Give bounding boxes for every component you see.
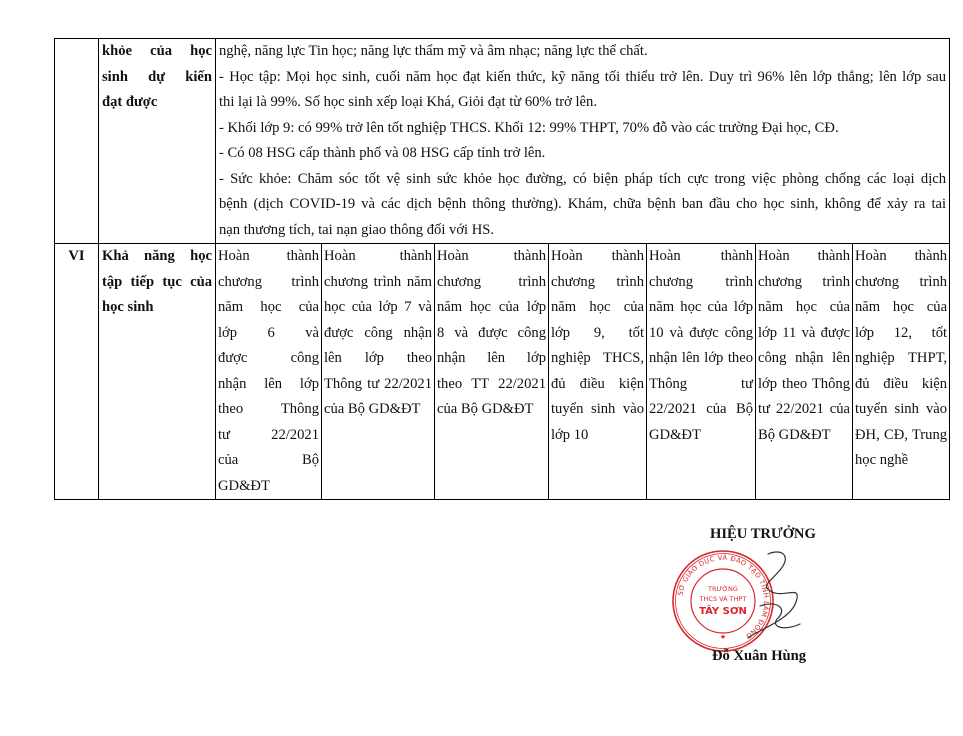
cell-line: GD&ĐT <box>649 426 701 443</box>
cell-line: chương trình <box>855 273 948 290</box>
content-line: - Học tập: Mọi học sinh, cuối năm học đạt kiến thức, kỹ năng tối thiểu trở lên. Duy trì 96% lên lớp thẳng; lên lớp sau <box>219 68 947 85</box>
grade-12-cell <box>853 244 950 500</box>
cell-line: Hoàn thành <box>324 248 432 264</box>
cell-line: Hoàn thành <box>855 248 948 264</box>
cell-line: công nhận lên <box>758 350 850 366</box>
cell-line: đủ điều kiện <box>551 375 644 392</box>
row-vi <box>55 244 950 500</box>
content-line: - Có 08 HSG cấp thành phố và 08 HSG cấp tỉnh trở lên. <box>219 145 546 161</box>
row-vi-index: VI <box>55 244 99 500</box>
cell-line: được công nhận <box>324 324 432 341</box>
cell-line: lớp 10 <box>551 426 589 443</box>
cell-line: Hoàn thành <box>758 248 850 264</box>
cell-line: ĐH, CĐ, Trung <box>855 426 948 443</box>
content-line: nạn thương tích, tai nạn giao thông đối với HS. <box>219 221 495 238</box>
cell-line: chương trình <box>551 273 644 290</box>
cell-line: theo TT 22/2021 <box>437 375 546 392</box>
label-line: khỏe của học <box>102 43 212 59</box>
cell-line: Thông tư 22/2021 <box>324 375 432 392</box>
grade-6-cell <box>216 244 322 500</box>
cell-line: của Bộ GD&ĐT <box>324 401 421 417</box>
row-health-content <box>216 39 950 244</box>
svg-text:TRƯỜNG: TRƯỜNG <box>708 585 738 593</box>
plan-table <box>54 38 950 500</box>
svg-text:THCS VÀ THPT: THCS VÀ THPT <box>699 595 747 603</box>
cell-line: Hoàn thành <box>437 248 546 264</box>
cell-line: nhận lên lớp theo <box>649 350 753 366</box>
cell-line: lớp 6 và <box>218 324 319 341</box>
svg-text:SỞ GIÁO DỤC VÀ ĐÀO TẠO TỈNH LÂ: SỞ GIÁO DỤC VÀ ĐÀO TẠO TỈNH LÂM ĐỒNG <box>676 553 771 641</box>
cell-line: tư 22/2021 <box>218 426 319 443</box>
cell-line: chương trình năm <box>324 273 432 290</box>
principal-name: Đỗ Xuân Hùng <box>712 648 807 664</box>
cell-line: học của lớp 7 và <box>324 299 432 315</box>
label-line: Khả năng học <box>102 248 212 264</box>
cell-line: 22/2021 của Bộ <box>649 401 753 417</box>
handwritten-signature-icon <box>730 546 820 646</box>
row-vi-label <box>99 244 216 500</box>
cell-line: nhận lên lớp <box>218 375 319 392</box>
cell-line: Hoàn thành <box>551 248 644 264</box>
cell-line: Bộ GD&ĐT <box>758 426 831 443</box>
cell-line: lớp 12, tốt <box>855 324 948 341</box>
content-line: nghệ, năng lực Tin học; năng lực thẩm mỹ và âm nhạc; năng lực thể chất. <box>219 43 648 59</box>
cell-line: của Bộ <box>218 452 319 468</box>
cell-line: chương trình <box>649 273 753 290</box>
cell-line: 10 và được công <box>649 324 753 341</box>
label-line: tập tiếp tục của <box>102 273 212 290</box>
cell-line: tuyển sinh vào <box>855 401 948 417</box>
content-line: bệnh (dịch COVID-19 và các dịch bệnh thông thường). Khám, chữa bệnh ban đầu cho học sinh, không để xảy ra tai <box>219 196 947 212</box>
cell-line: Hoàn thành <box>649 248 753 264</box>
cell-line: theo Thông <box>218 401 319 417</box>
cell-line: đủ điều kiện <box>855 375 948 392</box>
cell-line: chương trình <box>437 273 546 290</box>
cell-line: nghiệp THCS, <box>551 350 644 366</box>
row-health <box>55 39 950 244</box>
content-line: thi lại là 99%. Số học sinh xếp loại Khá, Giỏi đạt từ 60% trở lên. <box>219 94 597 110</box>
cell-line: Thông tư <box>649 375 753 392</box>
cell-line: tuyển sinh vào <box>551 401 644 417</box>
cell-line: năm học của <box>551 299 644 315</box>
cell-line: lên lớp theo <box>324 350 432 366</box>
cell-line: chương trình <box>218 273 319 290</box>
cell-line: lớp theo Thông <box>758 375 850 392</box>
cell-line: năm học của lớp <box>437 299 546 315</box>
cell-line: GD&ĐT <box>218 477 270 494</box>
cell-line: năm học của lớp <box>649 299 753 315</box>
label-line: học sinh <box>102 299 154 315</box>
cell-line: 8 và được công <box>437 324 546 341</box>
label-line: đạt được <box>102 94 158 110</box>
row-health-label <box>99 39 216 244</box>
cell-line: tư 22/2021 của <box>758 401 850 417</box>
cell-line: nhận lên lớp <box>437 350 546 366</box>
cell-line: năm học của <box>855 299 948 315</box>
label-line: sinh dự kiến <box>102 68 212 85</box>
svg-text:★: ★ <box>719 633 727 641</box>
svg-text:TÂY SƠN: TÂY SƠN <box>699 606 747 617</box>
grade-10-cell <box>647 244 756 500</box>
cell-line: của Bộ GD&ĐT <box>437 401 534 417</box>
content-line: - Sức khỏe: Chăm sóc tốt vệ sinh sức khỏe học đường, có biện pháp tích cực trong việc phòng chống các loại dịch <box>219 170 947 187</box>
grade-8-cell <box>435 244 549 500</box>
cell-line: Hoàn thành <box>218 248 319 264</box>
cell-line: năm học của <box>218 299 319 315</box>
cell-line: nghiệp THPT, <box>855 350 948 366</box>
grade-9-cell <box>549 244 647 500</box>
cell-line: chương trình <box>758 273 850 290</box>
cell-line: năm học của <box>758 299 850 315</box>
cell-line: được công <box>218 350 319 366</box>
signature-block <box>660 522 900 682</box>
grade-7-cell <box>322 244 435 500</box>
cell-line: lớp 9, tốt <box>551 324 644 341</box>
row-health-index <box>55 39 99 244</box>
grade-11-cell <box>756 244 853 500</box>
content-line: - Khối lớp 9: có 99% trở lên tốt nghiệp THCS. Khối 12: 99% THPT, 70% đỗ vào các trường Đại học, CĐ. <box>219 119 839 136</box>
cell-line: học nghề <box>855 452 909 468</box>
cell-line: lớp 11 và được <box>758 324 850 341</box>
principal-title: HIỆU TRƯỞNG <box>710 526 816 542</box>
